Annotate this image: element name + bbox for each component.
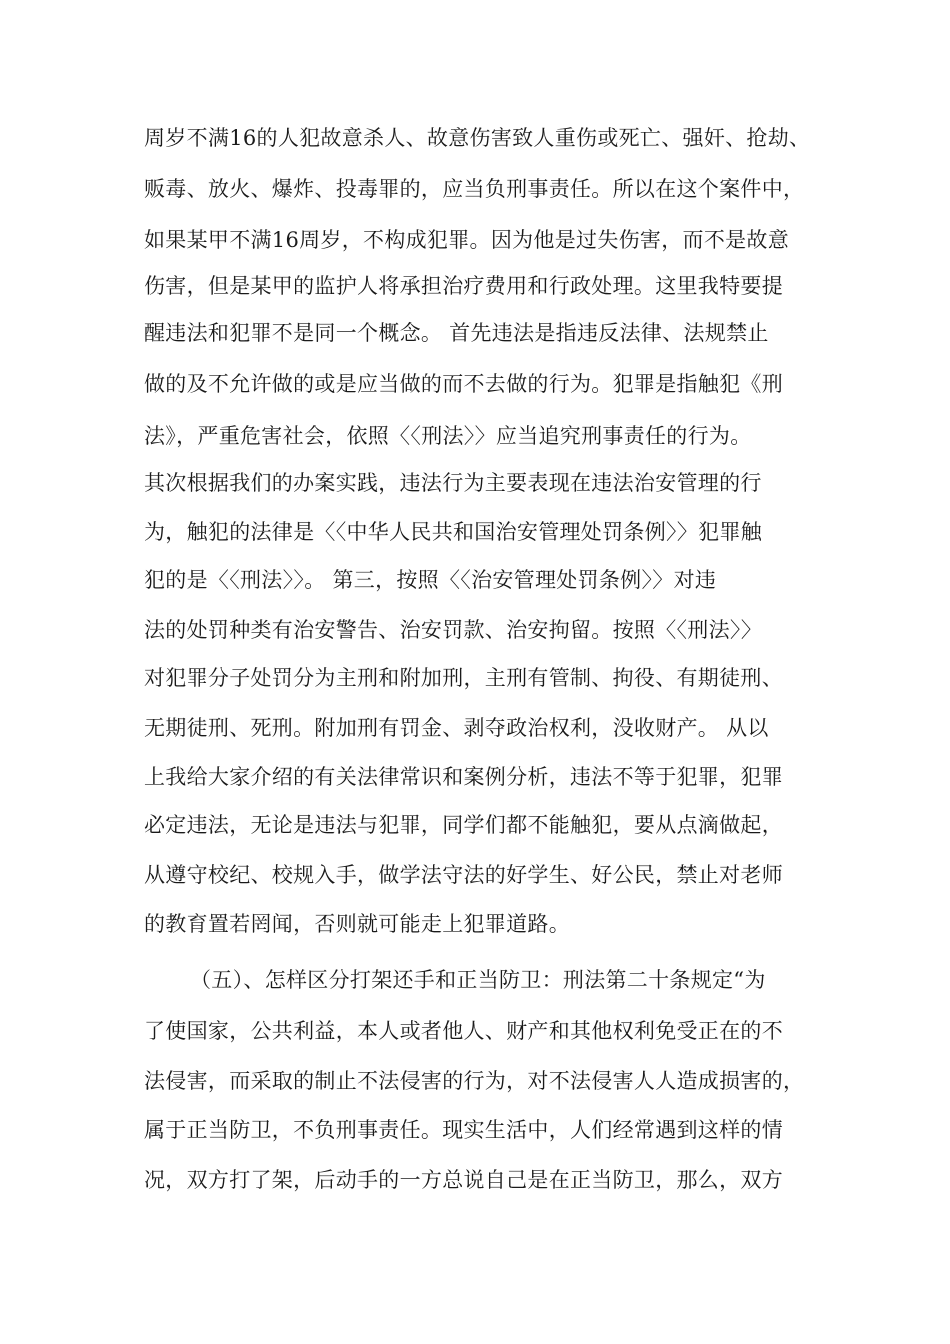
text-line: 了使国家，公共利益，本人或者他人、财产和其他权利免受正在的不 (144, 1019, 783, 1043)
text-line: 法》，严重危害社会，依照〈〈刑法〉〉应当追究刑事责任的行为。 (144, 424, 752, 448)
text-line: 对犯罪分子处罚分为主刑和附加刑，主刑有管制、拘役、有期徒刑、 (144, 666, 783, 690)
text-line: 上我给大家介绍的有关法律常识和案例分析，违法不等于犯罪，犯罪 (144, 765, 783, 789)
text-line: 伤害，但是某甲的监护人将承担治疗费用和行政处理。这里我特要提 (144, 274, 783, 298)
text-line: 况，双方打了架，后动手的一方总说自己是在正当防卫，那么，双方 (144, 1168, 783, 1192)
text-line: 其次根据我们的办案实践，违法行为主要表现在违法治安管理的行 (144, 471, 762, 495)
text-line: 醒违法和犯罪不是同一个概念。 首先违法是指违反法律、法规禁止 (144, 321, 769, 345)
text-line: 无期徒刑、死刑。附加刑有罚金、剥夺政治权利，没收财产。 从以 (144, 716, 769, 740)
text-line: 的教育置若罔闻，否则就可能走上犯罪道路。 (144, 912, 570, 936)
text-line: 从遵守校纪、校规入手，做学法守法的好学生、好公民，禁止对老师 (144, 863, 783, 887)
text-line: 犯的是〈〈刑法〉〉。 第三，按照〈〈治安管理处罚条例〉〉对违 (144, 568, 717, 592)
text-line: 属于正当防卫，不负刑事责任。现实生活中，人们经常遇到这样的情 (144, 1118, 783, 1142)
text-line: 法侵害，而采取的制止不法侵害的行为，对不法侵害人人造成损害的， (144, 1069, 805, 1093)
text-line: 必定违法，无论是违法与犯罪，同学们都不能触犯，要从点滴做起， (144, 813, 783, 837)
text-line: 贩毒、放火、爆炸、投毒罪的，应当负刑事责任。所以在这个案件中， (144, 177, 805, 201)
text-line: 为，触犯的法律是〈〈中华人民共和国治安管理处罚条例〉〉犯罪触 (144, 520, 762, 544)
text-line: 周岁不满16的人犯故意杀人、故意伤害致人重伤或死亡、强奸、抢劫、 (144, 126, 811, 150)
section-heading-line: （五）、怎样区分打架还手和正当防卫：刑法第二十条规定“为 (190, 968, 766, 992)
text-line: 如果某甲不满16周岁，不构成犯罪。因为他是过失伤害，而不是故意 (144, 228, 790, 252)
text-line: 法的处罚种类有治安警告、治安罚款、治安拘留。按照〈〈刑法〉〉 (144, 618, 762, 642)
text-line: 做的及不允许做的或是应当做的而不去做的行为。犯罪是指触犯《刑 (144, 372, 783, 396)
